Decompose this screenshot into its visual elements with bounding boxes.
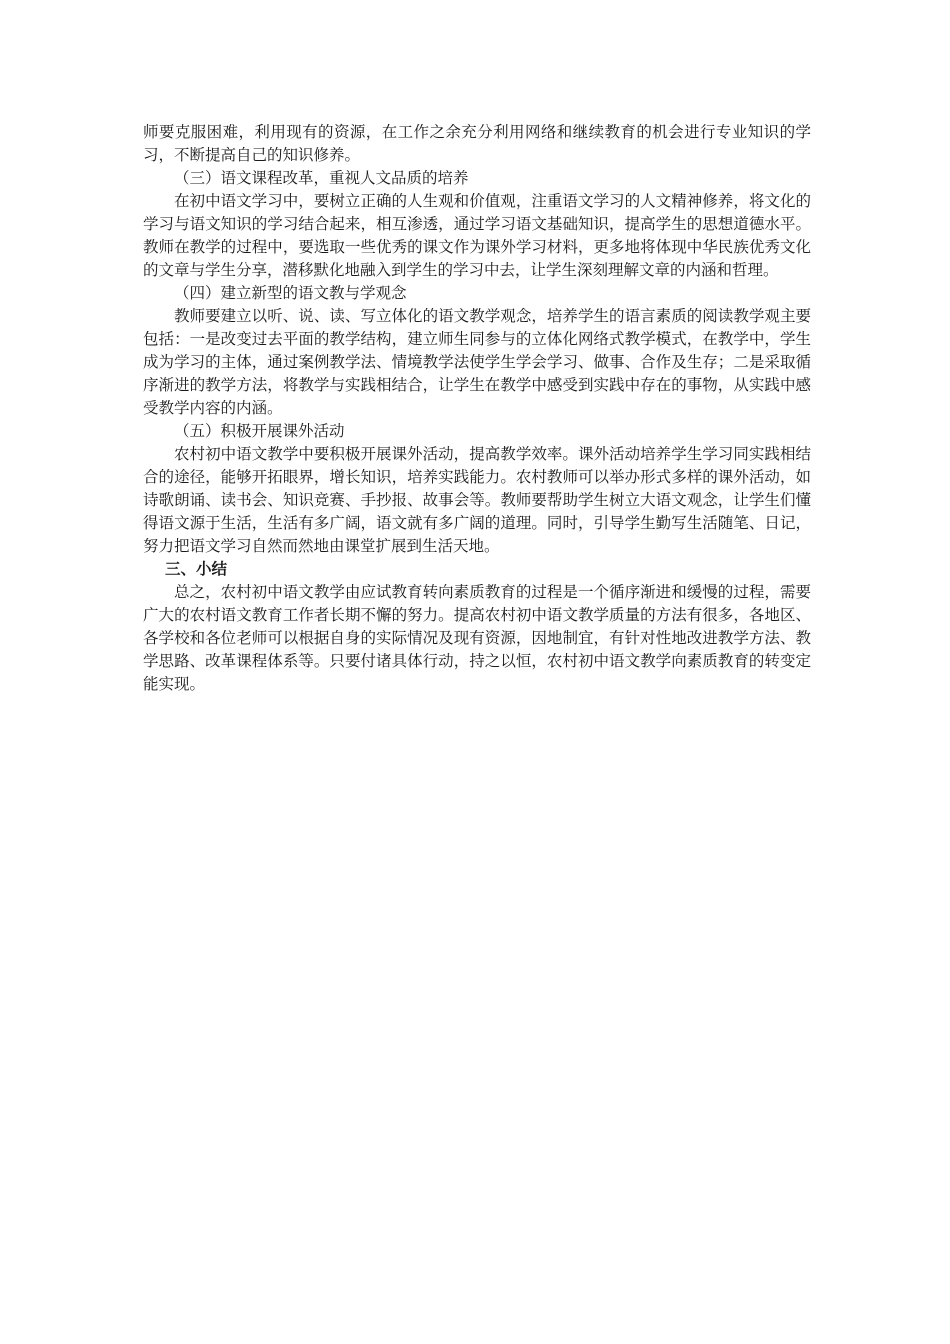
body-paragraph: 农村初中语文教学中要积极开展课外活动，提高教学效率。课外活动培养学生学习同实践相结合的途径，能够开拓眼界，增长知识，培养实践能力。农村教师可以举办形式多样的课外活动，如诗歌朗诵、读书会、知识竞赛、手抄报、故事会等。教师要帮助学生树立大语文观念，让学生们懂得语文源于生活，生活有多广阔，语文就有多广阔的道理。同时，引导学生勤写生活随笔、日记，努力把语文学习自然而然地由课堂扩展到生活天地。 bbox=[143, 445, 811, 555]
body-paragraph: 在初中语文学习中，要树立正确的人生观和价值观，注重语文学习的人文精神修养，将文化的学习与语文知识的学习结合起来，相互渗透，通过学习语文基础知识，提高学生的思想道德水平。教师在教学的过程中，要选取一些优秀的课文作为课外学习材料，更多地将体现中华民族优秀文化的文章与学生分享，潜移默化地融入到学生的学习中去，让学生深刻理解文章的内涵和哲理。 bbox=[143, 192, 811, 279]
section-heading-summary: 三、小结 bbox=[165, 560, 228, 578]
document-body bbox=[143, 121, 811, 696]
body-paragraph: 教师要建立以听、说、读、写立体化的语文教学观念，培养学生的语言素质的阅读教学观主要包括：一是改变过去平面的教学结构，建立师生同参与的立体化网络式教学模式，在教学中，学生成为学习的主体，通过案例教学法、情境教学法使学生学会学习、做事、合作及生存；二是采取循序渐进的教学方法，将教学与实践相结合，让学生在教学中感受到实践中存在的事物，从实践中感受教学内容的内涵。 bbox=[143, 307, 811, 417]
subheading-3: （三）语文课程改革，重视人文品质的培养 bbox=[174, 169, 469, 187]
body-paragraph: 总之，农村初中语文教学由应试教育转向素质教育的过程是一个循序渐进和缓慢的过程，需要广大的农村语文教育工作者长期不懈的努力。提高农村初中语文教学质量的方法有很多，各地区、各学校和各位老师可以根据自身的实际情况及现有资源，因地制宜，有针对性地改进教学方法、教学思路、改革课程体系等。只要付诸具体行动，持之以恒，农村初中语文教学向素质教育的转变定能实现。 bbox=[143, 583, 811, 693]
subheading-5: （五）积极开展课外活动 bbox=[174, 422, 345, 440]
subheading-4: （四）建立新型的语文教与学观念 bbox=[174, 284, 407, 302]
continuation-paragraph: 师要克服困难，利用现有的资源，在工作之余充分利用网络和继续教育的机会进行专业知识的学习，不断提高自己的知识修养。 bbox=[143, 123, 811, 164]
